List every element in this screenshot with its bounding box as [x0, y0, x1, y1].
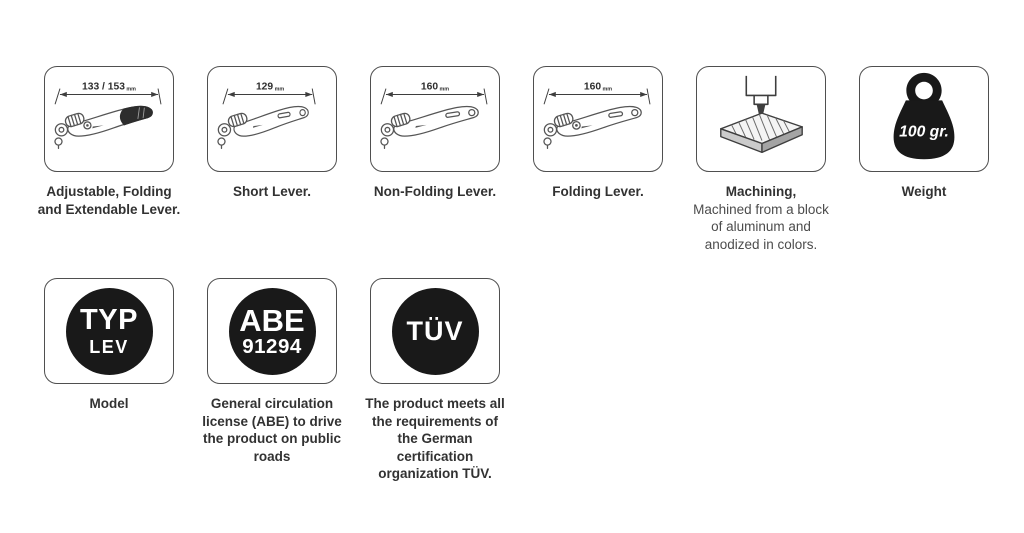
dimension-label: 129 [255, 81, 274, 93]
feature-card-adjustable-lever [44, 66, 174, 172]
certification-card-typ-lev [44, 278, 174, 384]
feature-adjustable-lever [37, 66, 181, 253]
badge-text-bottom: 91294 [242, 334, 302, 358]
feature-weight [859, 66, 989, 253]
feature-title-line: Short Lever. [232, 184, 312, 199]
abe-badge-icon [229, 288, 316, 375]
svg-text:129mm [256, 82, 284, 93]
certification-abe [202, 278, 342, 483]
weight-value-label: 100 gr. [899, 123, 949, 141]
feature-short-lever [207, 66, 337, 253]
badge-text-bottom: LEV [89, 337, 129, 357]
lever-folding-icon [534, 68, 662, 170]
certification-tuv [365, 278, 505, 483]
certification-card-abe [207, 278, 337, 384]
badge-text-top: ABE [239, 302, 305, 338]
dimension-unit: mm [274, 86, 285, 93]
dimension-unit: mm [439, 86, 450, 93]
svg-text:160mm [421, 82, 449, 93]
typ-lev-badge-icon [66, 288, 153, 375]
certification-title-line: roads [253, 448, 291, 464]
certification-card-tuv [370, 278, 500, 384]
feature-subtitle-line: anodized in colors. [704, 236, 818, 252]
feature-subtitle-line: Machined from a block [693, 201, 829, 217]
certification-title-line: the German [397, 431, 473, 446]
lever-adjustable-icon [45, 68, 173, 170]
svg-text:160mm [584, 82, 612, 93]
feature-card-machining [696, 66, 826, 172]
dimension-label: 160 [583, 81, 602, 93]
certification-title-line: General circulation [210, 396, 334, 411]
certification-title-line: The product meets all [365, 396, 505, 411]
certifications-row [44, 278, 505, 483]
feature-title-line: Non-Folding Lever. [373, 184, 497, 199]
certification-title-line: Model [89, 396, 129, 411]
feature-title [842, 183, 1006, 201]
dimension-unit: mm [126, 86, 136, 93]
certification-title [353, 395, 517, 483]
feature-title-line: Machining, [725, 184, 797, 199]
certification-title [27, 395, 191, 413]
badge-text-top: TYP [80, 304, 138, 336]
certification-title-line: certification [396, 448, 474, 464]
dimension-label: 160 [420, 81, 439, 93]
feature-title-line: Weight [901, 184, 947, 199]
feature-card-non-folding-lever [370, 66, 500, 172]
certification-title-line: organization TÜV. [378, 466, 492, 481]
svg-text:133 / 153mm [82, 82, 136, 93]
lever-short-icon [208, 68, 336, 170]
feature-card-short-lever [207, 66, 337, 172]
badge-text-top: TÜV [406, 315, 464, 346]
feature-subtitle-line: of aluminum and [711, 219, 811, 234]
dimension-unit: mm [602, 86, 613, 93]
feature-title-line: and Extendable Lever. [37, 201, 181, 217]
milling-machine-icon [697, 68, 825, 170]
certification-typ-lev [44, 278, 174, 483]
certification-title-line: license (ABE) to drive [202, 413, 342, 429]
certification-title [190, 395, 354, 465]
feature-title-line: Adjustable, Folding [46, 184, 172, 199]
certification-title-line: the requirements of [371, 413, 499, 429]
feature-machining [693, 66, 829, 253]
features-row [37, 66, 989, 253]
feature-title [679, 183, 843, 253]
feature-folding-lever [533, 66, 663, 253]
certification-title-line: the product on public [203, 431, 341, 446]
feature-card-folding-lever [533, 66, 663, 172]
lever-non-folding-icon [371, 68, 499, 170]
feature-title-line: Folding Lever. [552, 184, 644, 199]
feature-title [190, 183, 354, 201]
kettlebell-weight-icon [860, 68, 988, 170]
feature-non-folding-lever [370, 66, 500, 253]
tuv-badge-icon [392, 288, 479, 375]
feature-card-weight [859, 66, 989, 172]
feature-title [516, 183, 680, 201]
feature-title [353, 183, 517, 201]
dimension-label: 133 / 153 [82, 81, 125, 93]
feature-title [27, 183, 191, 218]
